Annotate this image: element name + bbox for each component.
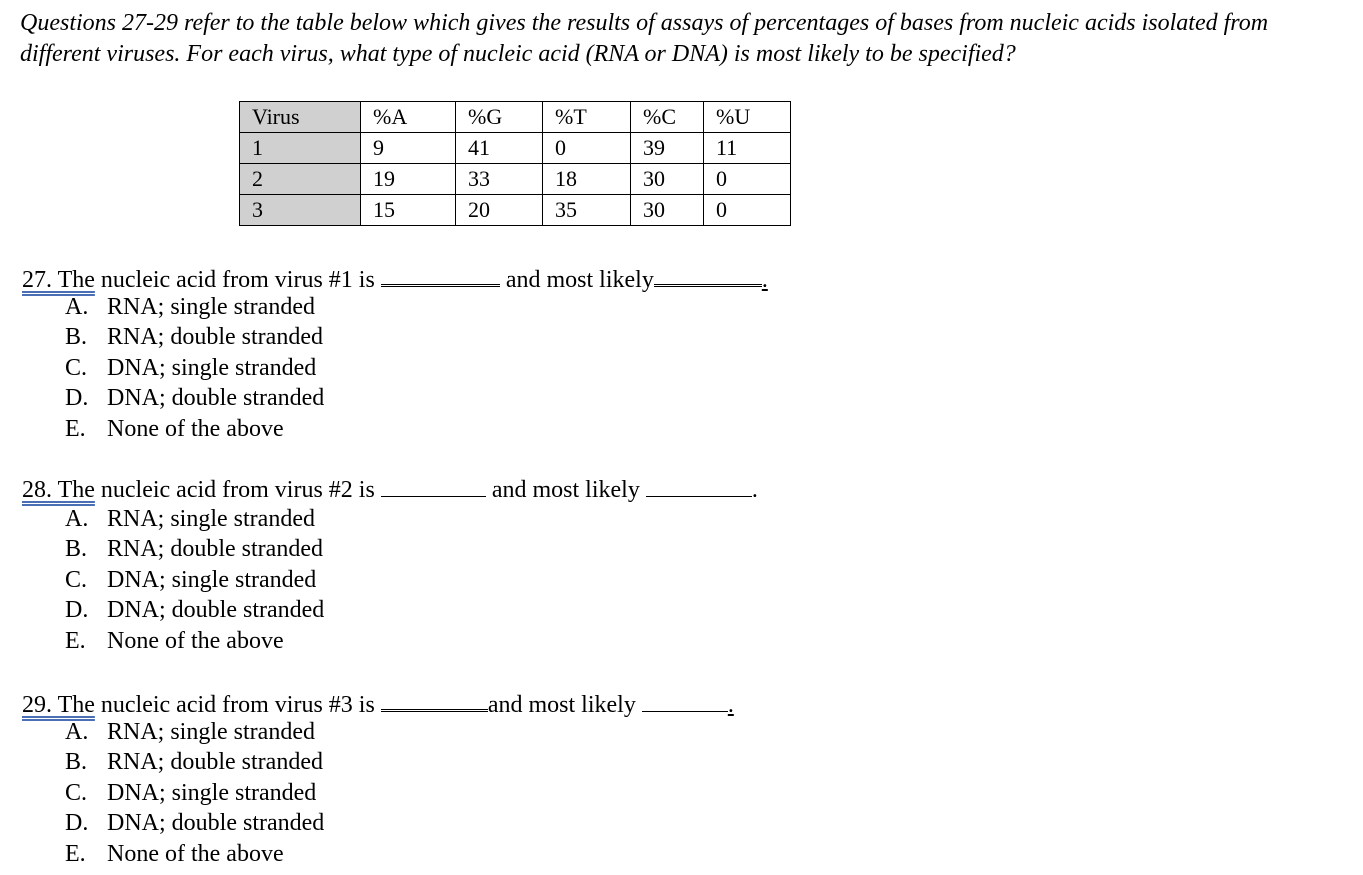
question-stem-text: nucleic acid from virus #2 is: [94, 477, 381, 503]
header-cell: %U: [704, 102, 791, 133]
table-cell: 15: [361, 195, 456, 226]
base-assay-table: [239, 101, 791, 226]
answer-option[interactable]: E. None of the above: [65, 840, 284, 867]
question-stem-text: nucleic acid from virus #1 is: [94, 267, 381, 293]
table-cell: 2: [240, 164, 361, 195]
answer-options: [65, 717, 734, 869]
table-cell: 39: [631, 133, 704, 164]
table-cell: 9: [361, 133, 456, 164]
answer-option[interactable]: E. None of the above: [65, 415, 284, 442]
table-cell: 33: [456, 164, 543, 195]
intro-paragraph: Questions 27-29 refer to the table below which gives the results of assays of percentages of bases from nucleic acids isolated from different viruses. For each virus, what type of nucleic acid (RNA or DNA) is most likely to be specified?: [20, 10, 1269, 67]
question-number: 29. The: [22, 692, 95, 718]
answer-option[interactable]: C. DNA; single stranded: [65, 354, 317, 381]
question-middle-text: and most likely: [485, 477, 646, 503]
answer-option[interactable]: B. RNA; double stranded: [65, 536, 323, 563]
question-stem-text: nucleic acid from virus #3 is: [94, 692, 381, 718]
answer-blank-2[interactable]: [646, 474, 752, 497]
table-cell: 30: [631, 164, 704, 195]
answer-option[interactable]: B. RNA; double stranded: [65, 749, 323, 776]
question-end-mark: .: [761, 267, 768, 293]
answer-blank-2[interactable]: [642, 689, 728, 712]
table-row: [240, 133, 791, 164]
answer-option[interactable]: B. RNA; double stranded: [65, 324, 323, 351]
table-cell: 0: [704, 164, 791, 195]
answer-option[interactable]: A. RNA; single stranded: [65, 294, 315, 320]
table-cell: 3: [240, 195, 361, 226]
table-row: [240, 195, 791, 226]
answer-option[interactable]: A. RNA; single stranded: [65, 506, 315, 532]
header-cell: Virus: [240, 102, 361, 133]
answer-blank-1[interactable]: [381, 262, 500, 287]
question-end-mark: .: [727, 692, 734, 718]
header-cell: %C: [631, 102, 704, 133]
table-cell: 35: [543, 195, 631, 226]
question-stem: [22, 687, 734, 718]
table-cell: 41: [456, 133, 543, 164]
table-cell: 20: [456, 195, 543, 226]
answer-option[interactable]: D. DNA; double stranded: [65, 597, 325, 624]
table-cell: 18: [543, 164, 631, 195]
question-29: [22, 687, 734, 869]
header-cell: %T: [543, 102, 631, 133]
table-cell: 1: [240, 133, 361, 164]
answer-options: [65, 292, 768, 444]
question-middle-text: and most likely: [499, 267, 654, 293]
answer-option[interactable]: C. DNA; single stranded: [65, 779, 317, 806]
table-header-row: [240, 102, 791, 133]
header-cell: %G: [456, 102, 543, 133]
table-cell: 19: [361, 164, 456, 195]
question-middle-text: and most likely: [487, 692, 642, 718]
answer-blank-1[interactable]: [381, 687, 488, 712]
table-cell: 11: [704, 133, 791, 164]
answer-blank-2[interactable]: [654, 262, 762, 287]
question-27: [22, 262, 768, 444]
question-end-mark: .: [751, 477, 758, 503]
question-stem: [22, 262, 768, 293]
answer-option[interactable]: D. DNA; double stranded: [65, 810, 325, 837]
question-28: [22, 474, 758, 656]
question-stem: [22, 474, 758, 502]
table-cell: 30: [631, 195, 704, 226]
table-cell: 0: [543, 133, 631, 164]
answer-blank-1[interactable]: [381, 474, 486, 497]
header-cell: %A: [361, 102, 456, 133]
table-row: [240, 164, 791, 195]
answer-option[interactable]: D. DNA; double stranded: [65, 385, 325, 412]
question-number: 27. The: [22, 267, 95, 293]
question-number: 28. The: [22, 477, 95, 503]
answer-option[interactable]: C. DNA; single stranded: [65, 566, 317, 593]
answer-option[interactable]: A. RNA; single stranded: [65, 719, 315, 745]
table-cell: 0: [704, 195, 791, 226]
answer-option[interactable]: E. None of the above: [65, 627, 284, 654]
answer-options: [65, 504, 758, 656]
